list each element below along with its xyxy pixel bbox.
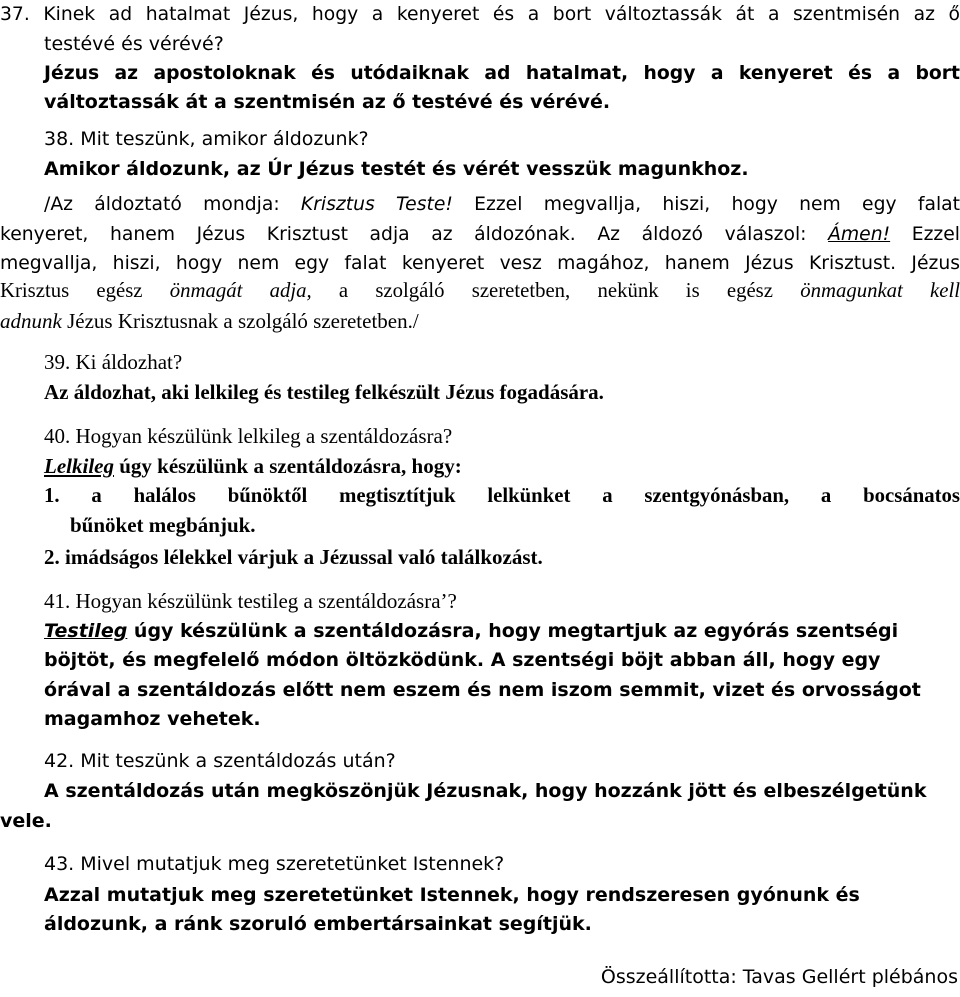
answer-43-line-1: Azzal mutatjuk meg szeretetünket Istennek, hogy rendszeresen gyónunk és bbox=[44, 884, 860, 906]
note-38-line-5 bbox=[0, 308, 419, 335]
note-38-text: kenyeret, hanem Jézus Krisztust adja az áldozónak. Az áldozó válaszol: bbox=[0, 224, 829, 245]
answer-41-line-1 bbox=[44, 618, 898, 645]
answer-40-lead bbox=[44, 453, 462, 480]
note-38-line-3: megvallja, hiszi, hogy nem egy falat kenyeret vesz magához, hanem Jézus Krisztust. Jézus bbox=[0, 253, 960, 274]
note-38-line-2 bbox=[0, 221, 960, 248]
note-38-quote: Krisztus Teste! bbox=[300, 194, 453, 215]
question-37-line-1: 37. Kinek ad hatalmat Jézus, hogy a kenyeret és a bort változtassák át a szentmisén az ő bbox=[0, 4, 960, 25]
note-38-line-1 bbox=[44, 191, 960, 218]
answer-38: Amikor áldozunk, az Úr Jézus testét és vérét vesszük magunkhoz. bbox=[44, 158, 749, 180]
note-38-text-end: Jézus Krisztusnak a szolgáló szeretetben./ bbox=[61, 309, 419, 333]
answer-40-keyword: Lelkileg bbox=[44, 454, 114, 478]
answer-37-line-2: változtassák át a szentmisén az ő testévé és vérévé. bbox=[44, 91, 611, 113]
question-40: 40. Hogyan készülünk lelkileg a szentáldozásra? bbox=[44, 424, 453, 448]
answer-39: Az áldozhat, aki lelkileg és testileg felkészült Jézus fogadására. bbox=[44, 380, 604, 404]
question-41: 41. Hogyan készülünk testileg a szentáldozásra’? bbox=[44, 589, 457, 613]
note-38-line-4 bbox=[0, 278, 960, 305]
answer-42-line-2: vele. bbox=[0, 810, 52, 832]
answer-40-item-2: 2. imádságos lélekkel várjuk a Jézussal való találkozást. bbox=[44, 545, 543, 569]
answer-41-line-3: órával a szentáldozás előtt nem eszem és nem iszom semmit, vizet és orvosságot bbox=[44, 679, 921, 701]
note-38-text-mid: a szolgáló szeretetben, nekünk is egész bbox=[311, 280, 801, 302]
answer-42-line-1: A szentáldozás után megköszönjük Jézusnak, hogy hozzánk jött és elbeszélgetünk bbox=[44, 780, 927, 802]
note-38-italic-3: adnunk bbox=[0, 309, 62, 333]
question-43: 43. Mivel mutatjuk meg szeretetünket Istennek? bbox=[44, 853, 505, 875]
question-37-line-2: testévé és vérévé? bbox=[44, 33, 224, 55]
note-38-text-rest: Ezzel megvallja, hiszi, hogy nem egy falat bbox=[452, 194, 960, 215]
note-38-text: Krisztus egész bbox=[0, 280, 170, 302]
answer-37-line-1: Jézus az apostoloknak és utódaiknak ad hatalmat, hogy a kenyeret és a bort bbox=[44, 63, 960, 84]
answer-41-keyword: Testileg bbox=[44, 620, 128, 642]
note-38-amen: Ámen! bbox=[828, 224, 891, 245]
note-38-italic-2: önmagunkat kell bbox=[800, 280, 960, 302]
answer-40-item-1-line-2: bűnöket megbánjuk. bbox=[70, 513, 256, 537]
question-39: 39. Ki áldozhat? bbox=[44, 350, 183, 374]
answer-43-line-2: áldozunk, a ránk szoruló embertársainkat segítjük. bbox=[44, 913, 592, 935]
note-38-text: /Az áldoztató mondja: bbox=[44, 194, 301, 215]
footer-author: Összeállította: Tavas Gellért plébános bbox=[600, 966, 958, 988]
answer-41-line-1-rest: úgy készülünk a szentáldozásra, hogy megtartjuk az egyórás szentségi bbox=[127, 620, 899, 642]
question-42: 42. Mit teszünk a szentáldozás után? bbox=[44, 750, 396, 772]
question-38: 38. Mit teszünk, amikor áldozunk? bbox=[44, 128, 369, 150]
answer-41-line-4: magamhoz vehetek. bbox=[44, 708, 261, 730]
answer-40-item-1-line-1: 1. a halálos bűnöktől megtisztítjuk lelkünket a szentgyónásban, a bocsánatos bbox=[44, 485, 960, 507]
answer-41-line-2: böjtöt, és megfelelő módon öltözködünk. A szentségi böjt abban áll, hogy egy bbox=[44, 649, 881, 671]
answer-40-lead-rest: úgy készülünk a szentáldozásra, hogy: bbox=[113, 454, 462, 478]
note-38-text-rest: Ezzel bbox=[890, 224, 960, 245]
note-38-italic-1: önmagát adja, bbox=[169, 280, 312, 302]
